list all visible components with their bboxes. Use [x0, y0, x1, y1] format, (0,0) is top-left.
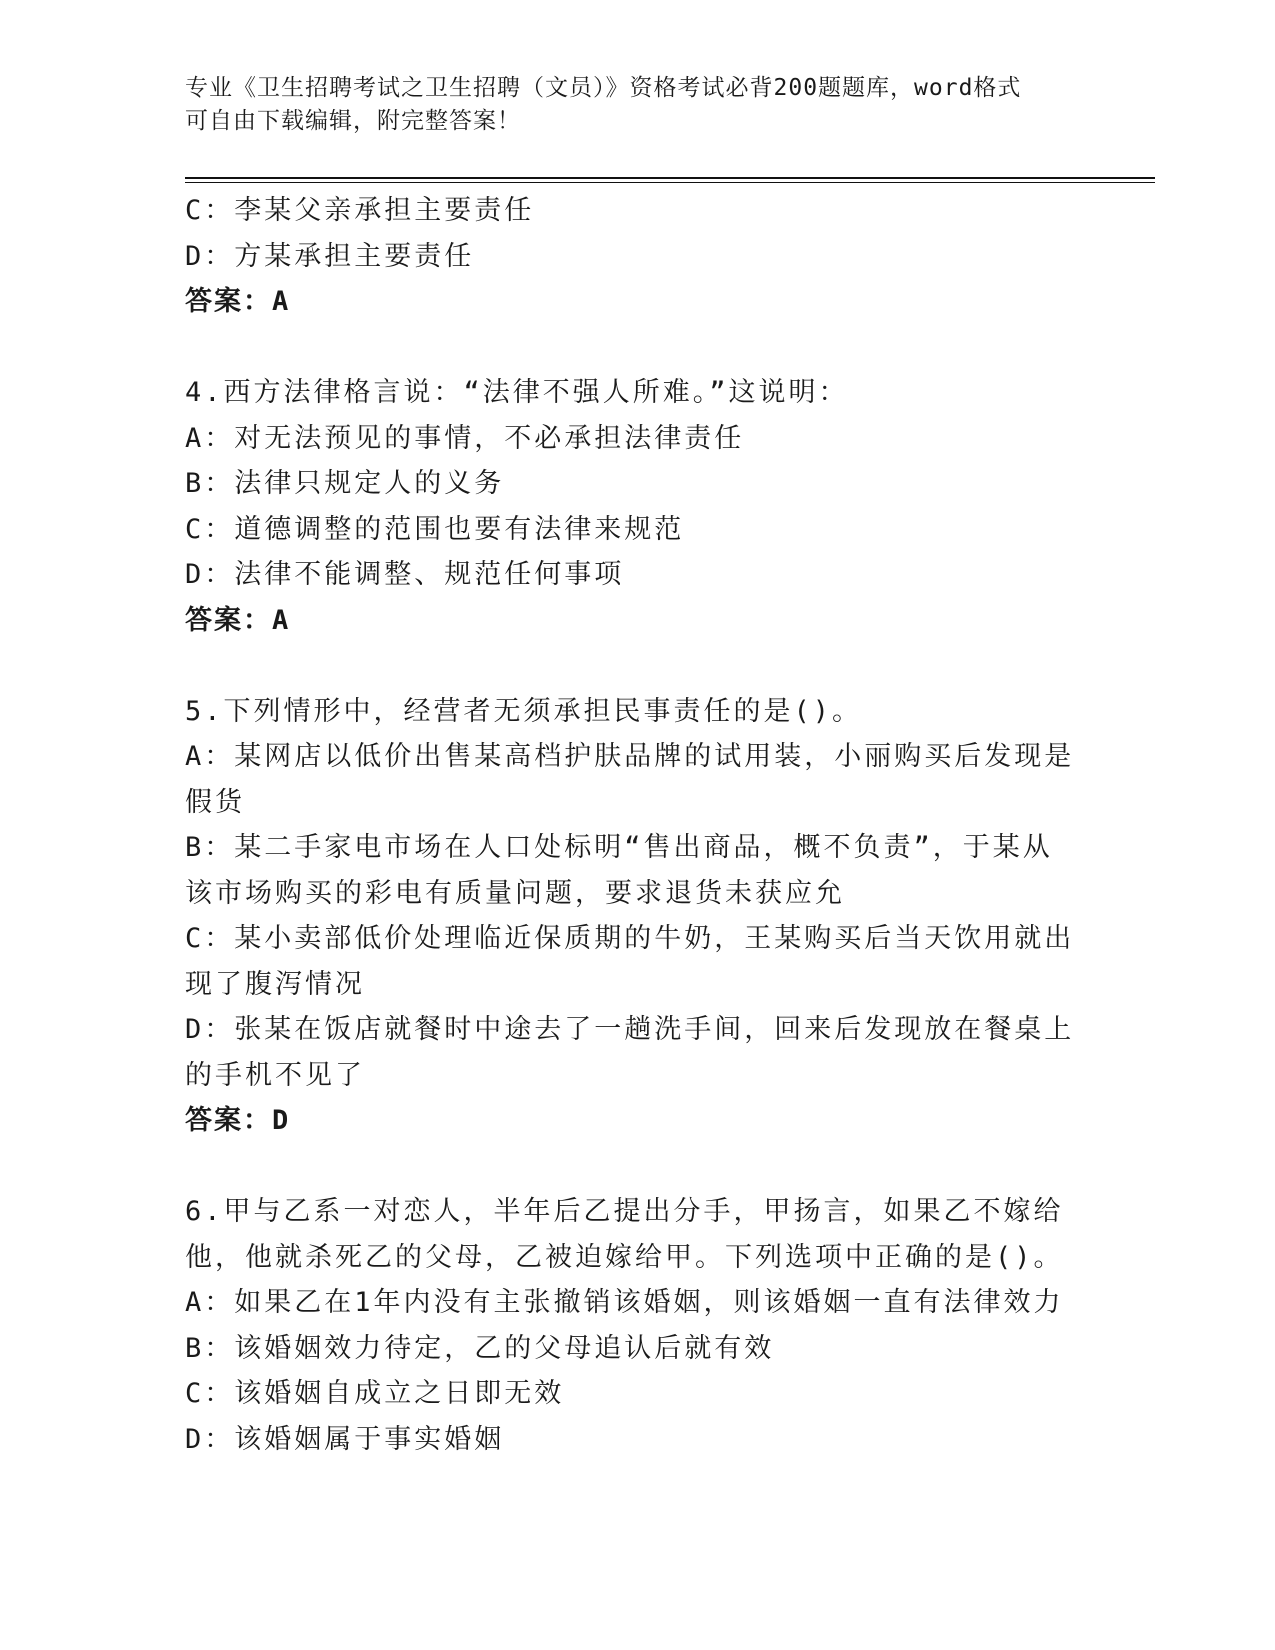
q6-option-c: C：该婚姻自成立之日即无效 [185, 1378, 565, 1409]
q4-option-c: C：道德调整的范围也要有法律来规范 [185, 513, 685, 545]
q5-stem: 5.下列情形中，经营者无须承担民事责任的是()。 [185, 695, 863, 727]
q5-option-d: D：张某在饭店就餐时中途去了一趟洗手间，回来后发现放在餐桌上的手机不见了 [185, 1014, 1075, 1091]
q6-option-b: B：该婚姻效力待定，乙的父母追认后就有效 [185, 1332, 775, 1364]
q4-stem: 4.西方法律格言说：“法律不强人所难。”这说明： [185, 377, 849, 408]
document-header [185, 72, 1065, 138]
header-divider-thin [185, 182, 1155, 183]
q3-option-d: D：方某承担主要责任 [185, 240, 475, 272]
q3-option-c: C：李某父亲承担主要责任 [185, 195, 535, 226]
spacer [185, 325, 1075, 371]
q6-stem: 6.甲与乙系一对恋人，半年后乙提出分手，甲扬言，如果乙不嫁给他，他就杀死乙的父母，乙被迫嫁给甲。下列选项中正确的是()。 [185, 1196, 1064, 1273]
q4-option-a: A：对无法预见的事情，不必承担法律责任 [185, 422, 745, 454]
spacer [185, 1144, 1075, 1190]
q5-option-c: C：某小卖部低价处理临近保质期的牛奶，王某购买后当天饮用就出现了腹泻情况 [185, 923, 1075, 1000]
spacer [185, 643, 1075, 689]
q5-option-b: B：某二手家电市场在人口处标明“售出商品，概不负责”，于某从该市场购买的彩电有质量问题，要求退货未获应允 [185, 832, 1053, 909]
q4-option-b: B：法律只规定人的义务 [185, 468, 505, 499]
q4-option-d: D：法律不能调整、规范任何事项 [185, 559, 625, 590]
q3-answer: 答案：A [185, 286, 291, 317]
q6-option-a: A：如果乙在1年内没有主张撤销该婚姻，则该婚姻一直有法律效力 [185, 1287, 1064, 1318]
header-title-line-1: 专业《卫生招聘考试之卫生招聘（文员）》资格考试必背200题题库，word格式 [185, 75, 1022, 101]
q5-answer: 答案：D [185, 1105, 291, 1136]
q5-option-a: A：某网店以低价出售某高档护肤品牌的试用装，小丽购买后发现是假货 [185, 741, 1075, 818]
header-title-line-2: 可自由下载编辑，附完整答案！ [185, 108, 521, 134]
q4-answer: 答案：A [185, 604, 291, 636]
question-body [185, 188, 1075, 1462]
header-divider-thick [185, 177, 1155, 179]
q6-option-d: D：该婚姻属于事实婚姻 [185, 1423, 505, 1455]
